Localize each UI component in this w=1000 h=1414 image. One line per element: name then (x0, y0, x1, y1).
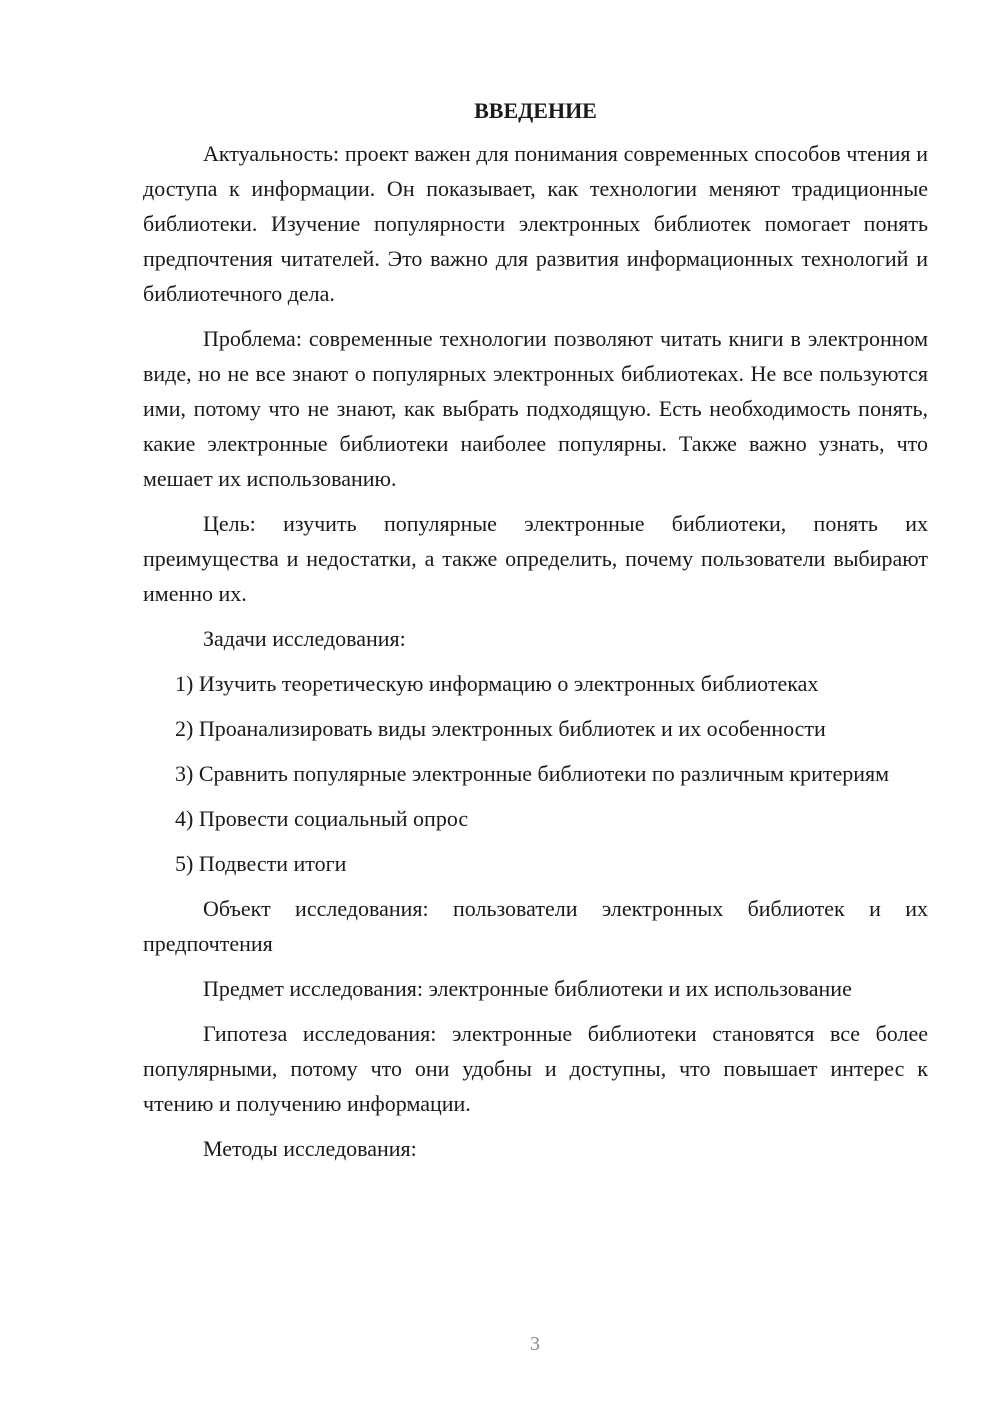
task-item: 3) Сравнить популярные электронные библиотеки по различным критериям (175, 761, 890, 786)
methods-heading: Методы исследования: (203, 1136, 417, 1161)
page-number: 3 (530, 1333, 540, 1355)
object-paragraph: Объект исследования: пользователи электронных библиотек и их предпочтения (143, 896, 928, 956)
subject-paragraph: Предмет исследования: электронные библиотеки и их использование (203, 976, 852, 1001)
hypothesis-paragraph: Гипотеза исследования: электронные библиотеки становятся все более популярными, потому что они удобны и доступны, что повышает интерес к чтению и получению информации. (143, 1021, 928, 1116)
relevance-paragraph: Актуальность: проект важен для понимания современных способов чтения и доступа к информации. Он показывает, как технологии меняют традиционные библиотеки. Изучение популярности электронных библиотек помогает понять предпочтения читателей. Это важно для развития информационных технологий и библиотечного дела. (143, 141, 928, 306)
page-content (143, 96, 928, 1176)
task-item: 5) Подвести итоги (175, 851, 347, 876)
section-title: ВВЕДЕНИЕ (474, 98, 597, 123)
tasks-heading: Задачи исследования: (203, 626, 406, 651)
problem-paragraph: Проблема: современные технологии позволяют читать книги в электронном виде, но не все знают о популярных электронных библиотеках. Не все пользуются ими, потому что не знают, как выбрать подходящую. Есть необходимость понять, какие электронные библиотеки наиболее популярны. Также важно узнать, что мешает их использованию. (143, 326, 928, 491)
goal-paragraph: Цель: изучить популярные электронные библиотеки, понять их преимущества и недостатки, а также определить, почему пользователи выбирают именно их. (143, 511, 928, 606)
task-item: 2) Проанализировать виды электронных библиотек и их особенности (175, 716, 826, 741)
task-item: 1) Изучить теоретическую информацию о электронных библиотеках (175, 671, 819, 696)
task-item: 4) Провести социальный опрос (175, 806, 469, 831)
